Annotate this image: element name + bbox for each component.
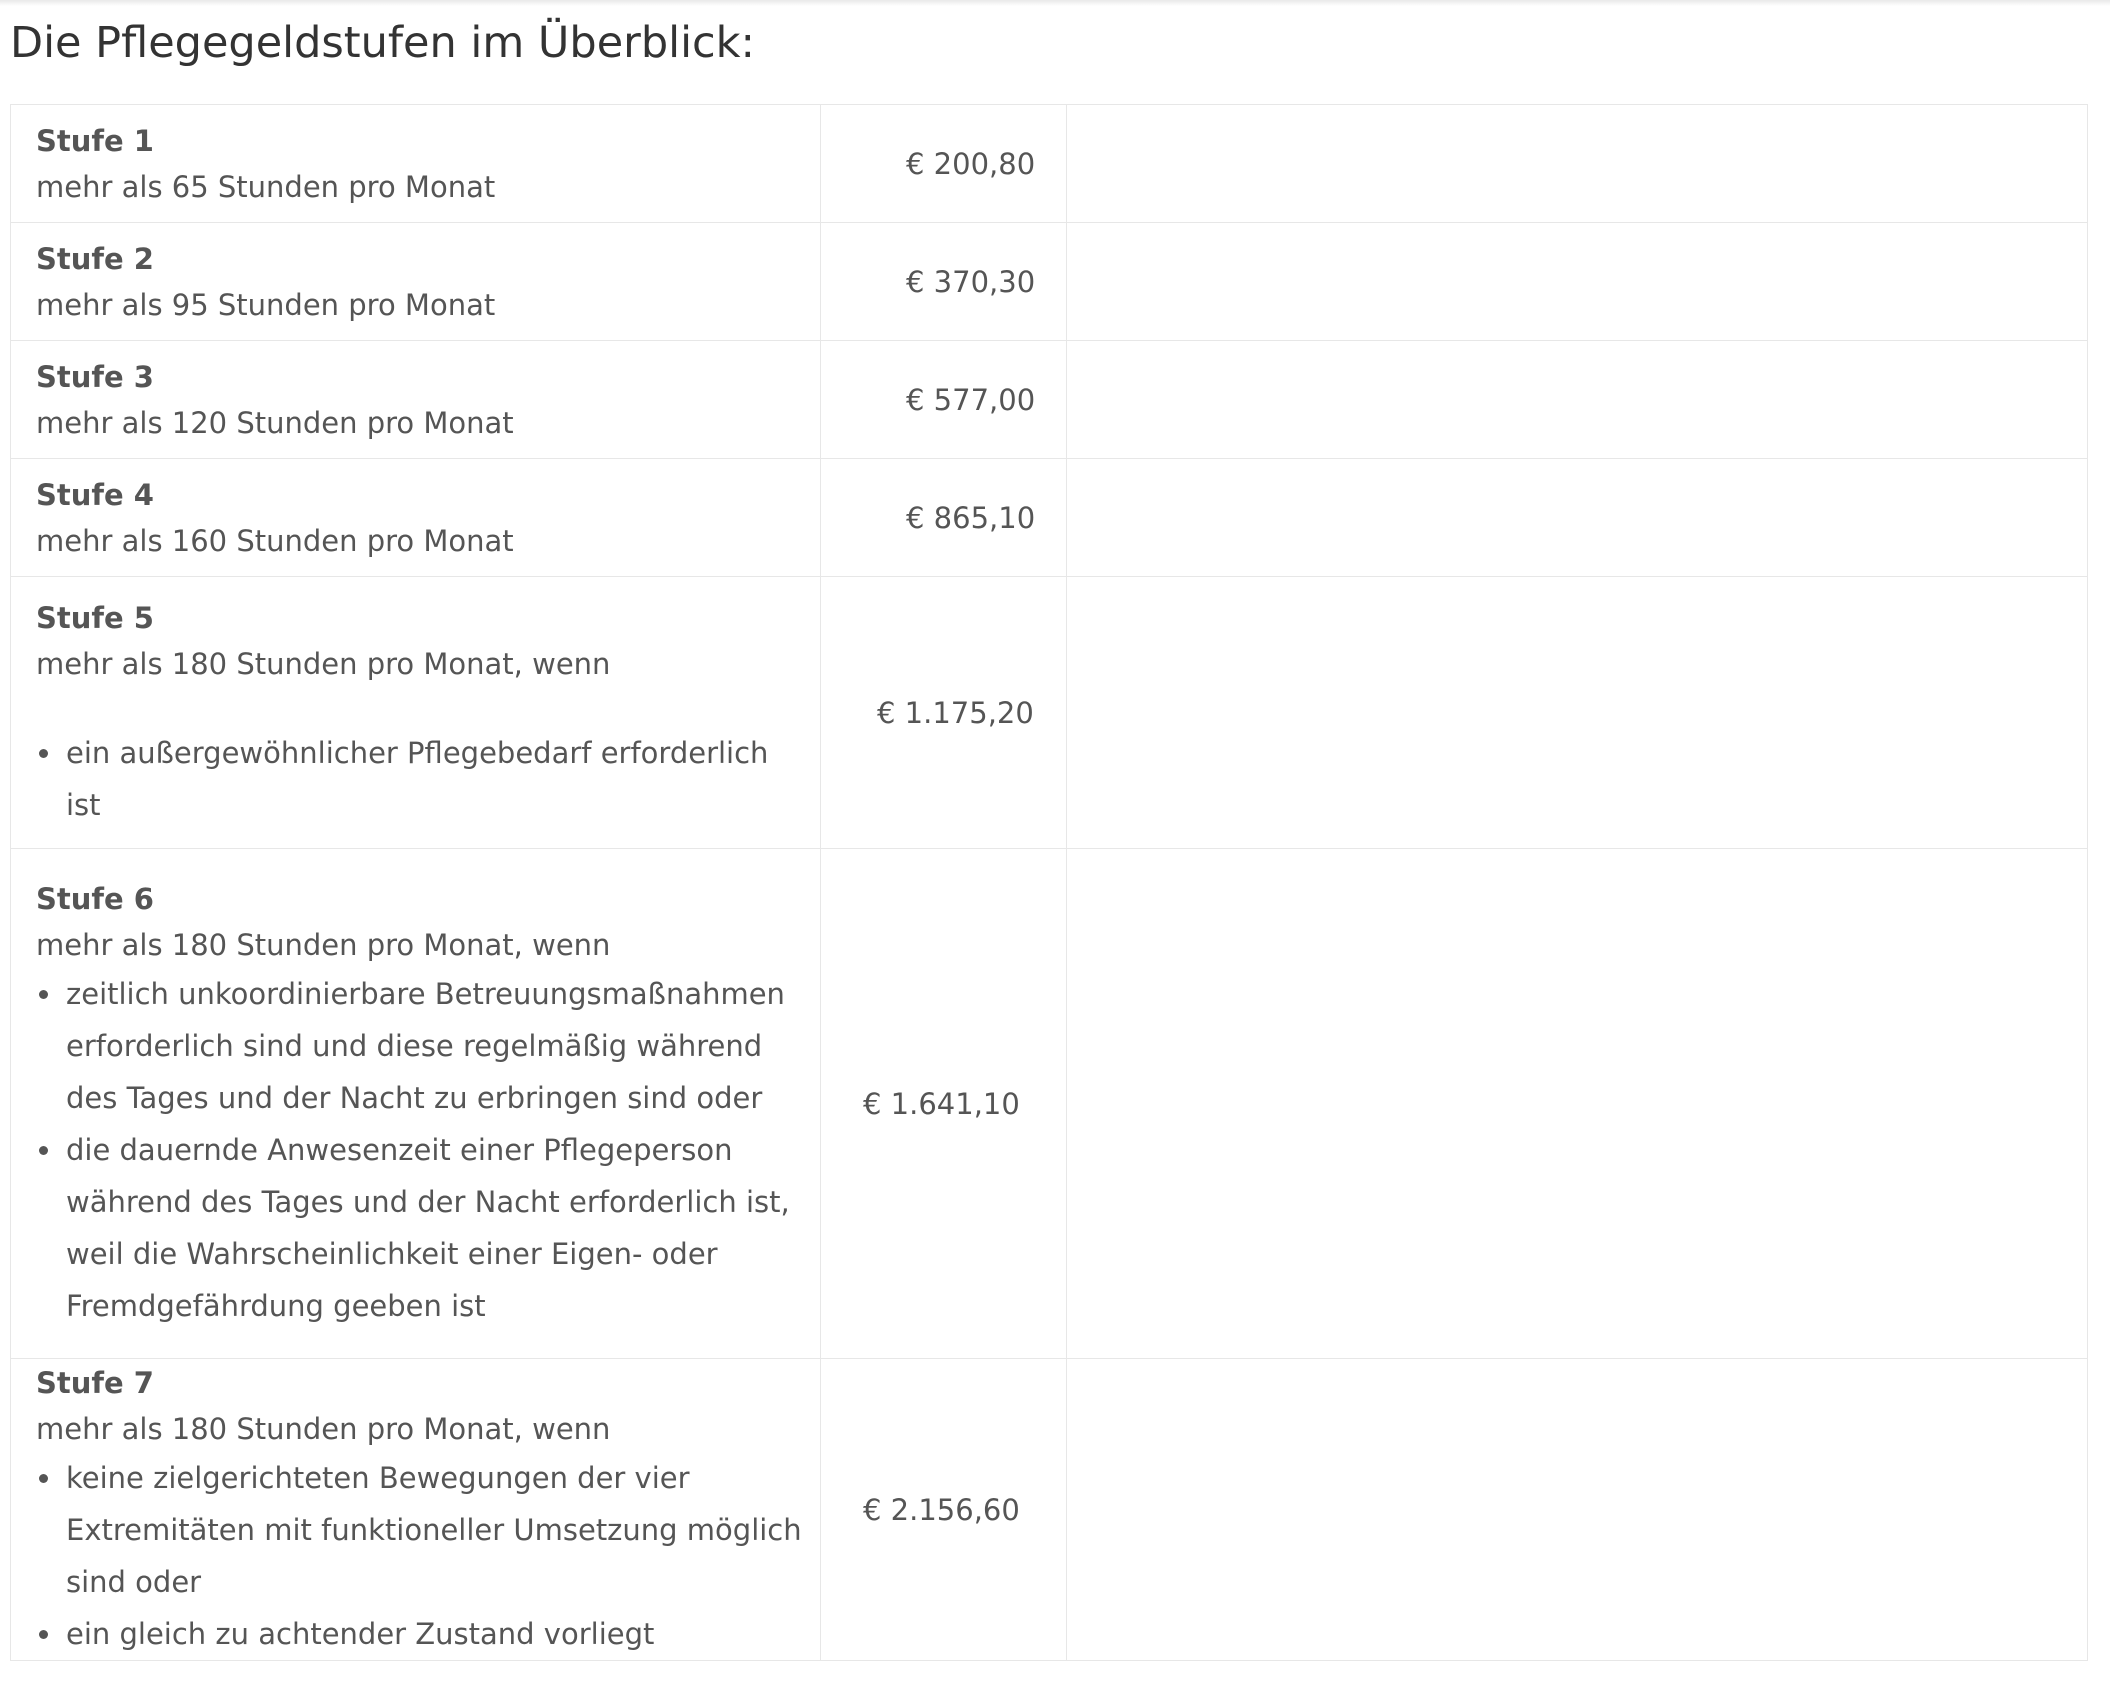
level-name: Stufe 2 xyxy=(36,241,154,276)
condition-list xyxy=(36,968,808,1332)
care-levels-table xyxy=(10,104,2088,1661)
list-item: die dauernde Anwesenzeit einer Pflegeperson während des Tages und der Nacht erforderlich ist, weil die Wahrscheinlichkeit einer Eigen- oder Fremdgefährdung geeben ist xyxy=(66,1124,808,1332)
level-description xyxy=(11,223,821,341)
level-amount: € 1.175,20 xyxy=(877,695,1034,730)
list-item: keine zielgerichteten Bewegungen der vier Extremitäten mit funktioneller Umsetzung möglich sind oder xyxy=(66,1452,808,1608)
level-name: Stufe 6 xyxy=(36,881,154,916)
empty-cell xyxy=(1067,577,2088,849)
level-amount: € 370,30 xyxy=(906,264,1036,299)
level-amount: € 200,80 xyxy=(906,146,1036,181)
empty-cell xyxy=(1067,223,2088,341)
level-amount-cell xyxy=(821,105,1067,223)
level-name: Stufe 3 xyxy=(36,359,154,394)
level-description xyxy=(11,341,821,459)
level-amount-cell xyxy=(821,459,1067,577)
level-amount-cell xyxy=(821,223,1067,341)
table-row xyxy=(11,577,2088,849)
empty-cell xyxy=(1067,1359,2088,1661)
level-name: Stufe 7 xyxy=(36,1365,154,1400)
level-amount-cell xyxy=(821,1359,1067,1661)
level-hours: mehr als 95 Stunden pro Monat xyxy=(36,287,496,322)
level-description xyxy=(11,849,821,1359)
table-row xyxy=(11,1359,2088,1661)
level-hours: mehr als 120 Stunden pro Monat xyxy=(36,405,514,440)
level-hours: mehr als 180 Stunden pro Monat, wenn xyxy=(36,927,611,962)
empty-cell xyxy=(1067,105,2088,223)
level-description xyxy=(11,577,821,849)
top-divider xyxy=(0,0,2110,6)
condition-list xyxy=(36,1452,808,1660)
empty-cell xyxy=(1067,849,2088,1359)
level-description xyxy=(11,105,821,223)
level-amount: € 1.641,10 xyxy=(863,1086,1020,1121)
empty-cell xyxy=(1067,341,2088,459)
table-row xyxy=(11,341,2088,459)
level-hours: mehr als 180 Stunden pro Monat, wenn xyxy=(36,1411,611,1446)
table-row xyxy=(11,849,2088,1359)
table-row xyxy=(11,105,2088,223)
level-name: Stufe 1 xyxy=(36,123,154,158)
level-amount: € 2.156,60 xyxy=(863,1492,1020,1527)
level-amount-cell xyxy=(821,849,1067,1359)
level-hours: mehr als 160 Stunden pro Monat xyxy=(36,523,514,558)
table-row xyxy=(11,223,2088,341)
page-title: Die Pflegegeldstufen im Überblick: xyxy=(10,18,756,68)
table-row xyxy=(11,459,2088,577)
level-hours: mehr als 65 Stunden pro Monat xyxy=(36,169,496,204)
level-hours: mehr als 180 Stunden pro Monat, wenn xyxy=(36,646,611,681)
list-item: zeitlich unkoordinierbare Betreuungsmaßnahmen erforderlich sind und diese regelmäßig während des Tages und der Nacht zu erbringen sind oder xyxy=(66,968,808,1124)
level-name: Stufe 4 xyxy=(36,477,154,512)
level-name: Stufe 5 xyxy=(36,600,154,635)
level-amount-cell xyxy=(821,577,1067,849)
empty-cell xyxy=(1067,459,2088,577)
level-amount-cell xyxy=(821,341,1067,459)
list-item: ein gleich zu achtender Zustand vorliegt xyxy=(66,1608,808,1660)
level-description xyxy=(11,459,821,577)
level-amount: € 577,00 xyxy=(906,382,1036,417)
list-item: ein außergewöhnlicher Pflegebedarf erforderlich ist xyxy=(66,727,808,831)
level-amount: € 865,10 xyxy=(906,500,1036,535)
level-description xyxy=(11,1359,821,1661)
condition-list xyxy=(36,727,808,831)
